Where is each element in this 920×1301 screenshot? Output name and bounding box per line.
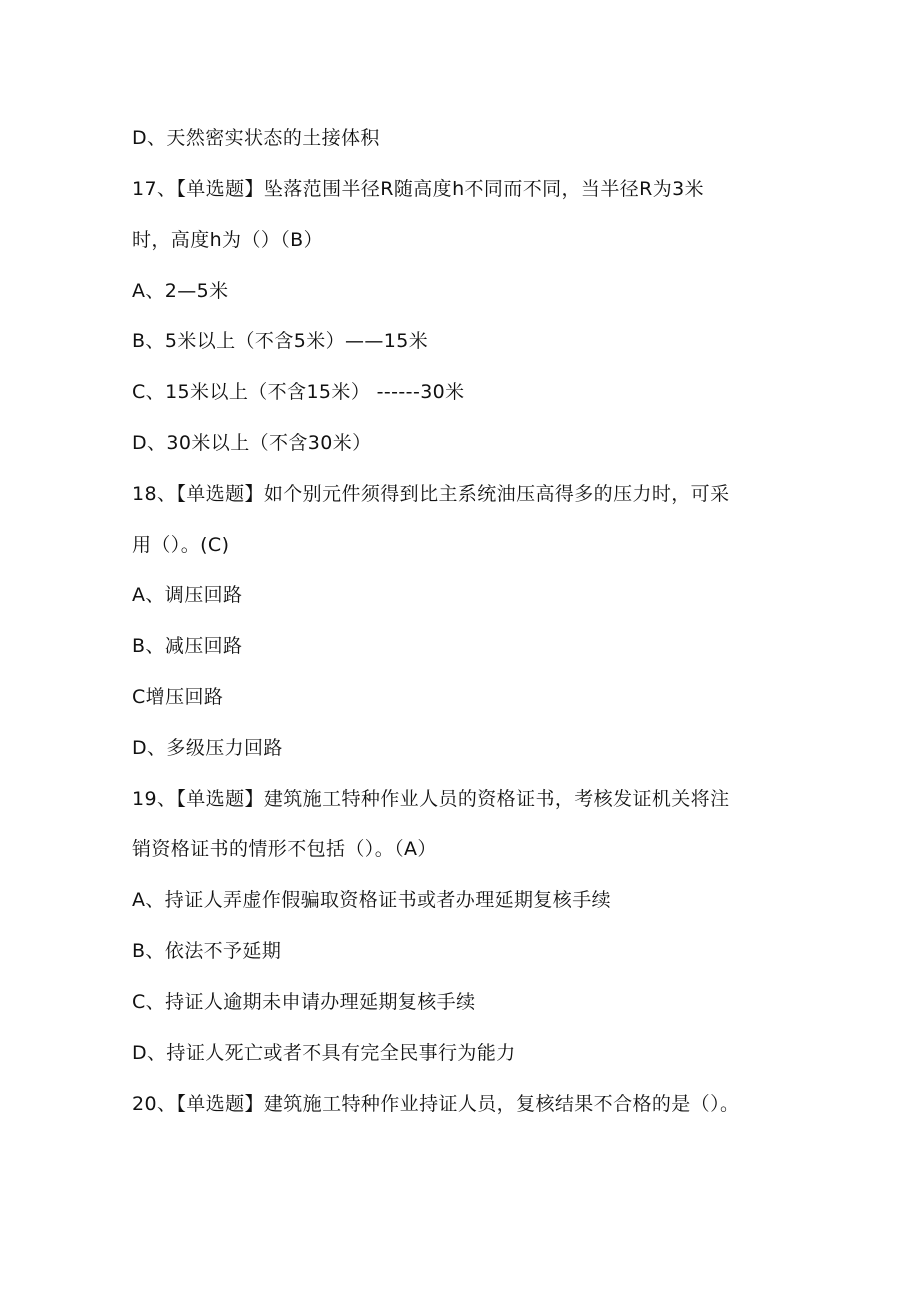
question-20-line-1: 20、【单选题】建筑施工特种作业持证人员，复核结果不合格的是（）。 (132, 1093, 740, 1115)
option-c-q17: C、15米以上（不含15米） ------30米 (132, 381, 465, 403)
option-c-q18: C增压回路 (132, 686, 224, 708)
option-d-q19: D、持证人死亡或者不具有完全民事行为能力 (132, 1042, 516, 1064)
question-17-line-2: 时，高度h为（）（B） (132, 229, 323, 251)
question-18-line-2: 用（）。(C) (132, 534, 230, 556)
option-b-q18: B、减压回路 (132, 635, 243, 657)
option-d-q18: D、多级压力回路 (132, 737, 283, 759)
option-a-q18: A、调压回路 (132, 584, 243, 606)
question-19-line-2: 销资格证书的情形不包括（）。（A） (132, 838, 437, 860)
option-a-q17: A、2—5米 (132, 280, 229, 302)
option-d-q16: D、天然密实状态的土接体积 (132, 127, 380, 149)
question-17-line-1: 17、【单选题】坠落范围半径R随高度h不同而不同，当半径R为3米 (132, 178, 705, 200)
option-a-q19: A、持证人弄虚作假骗取资格证书或者办理延期复核手续 (132, 889, 611, 911)
question-18-line-1: 18、【单选题】如个别元件须得到比主系统油压高得多的压力时，可采 (132, 483, 730, 505)
option-b-q19: B、依法不予延期 (132, 940, 282, 962)
option-d-q17: D、30米以上（不含30米） (132, 432, 372, 454)
option-b-q17: B、5米以上（不含5米）——15米 (132, 330, 429, 352)
option-c-q19: C、持证人逾期未申请办理延期复核手续 (132, 991, 476, 1013)
question-19-line-1: 19、【单选题】建筑施工特种作业人员的资格证书，考核发证机关将注 (132, 788, 730, 810)
